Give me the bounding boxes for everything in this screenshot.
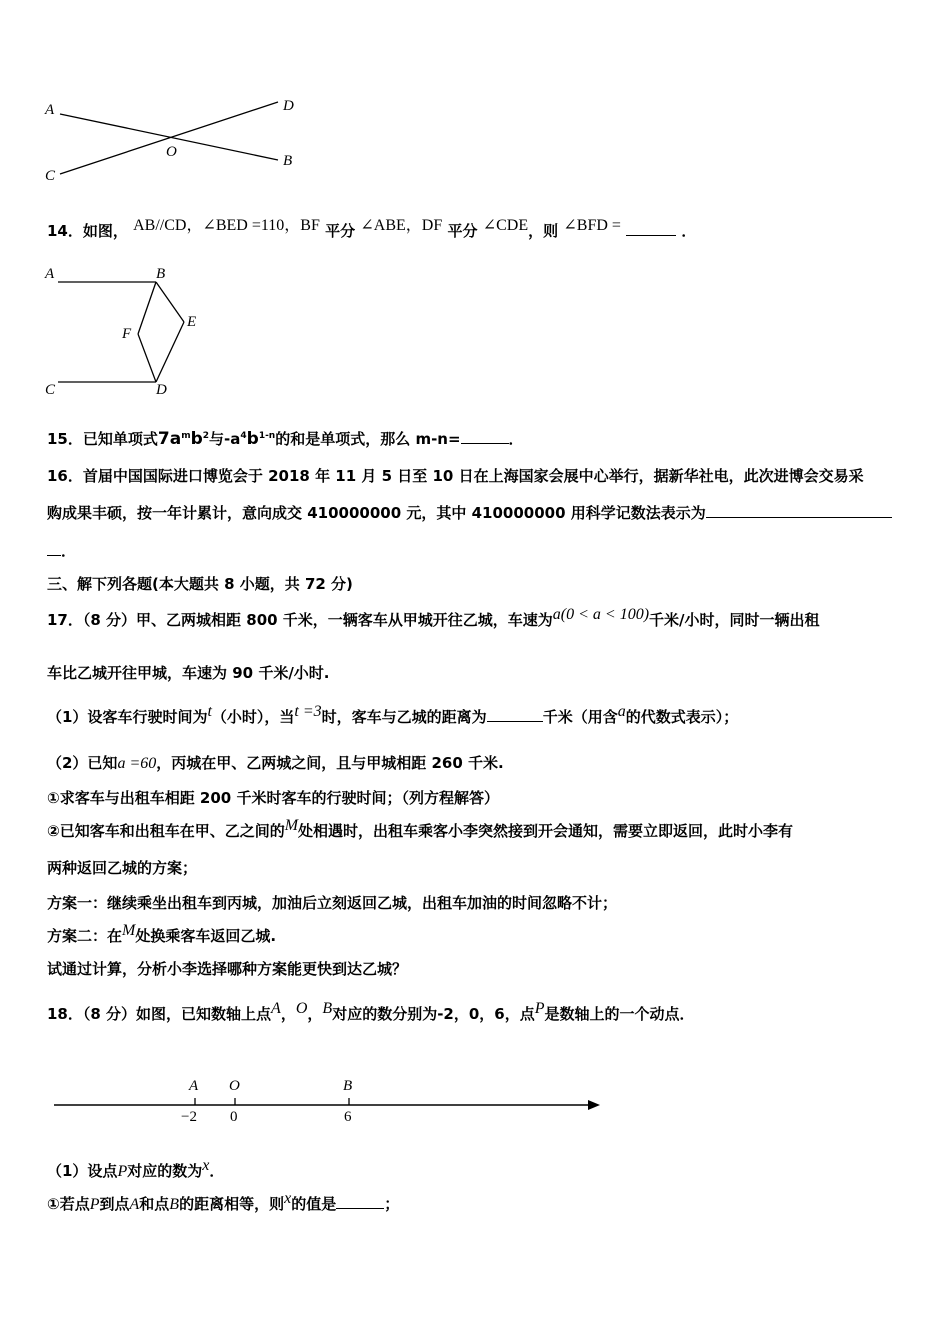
q14-math-1: AB//CD，∠BED =110，BF	[133, 217, 320, 234]
q14-end: ．	[681, 222, 697, 240]
q15-exp-1: m	[181, 431, 191, 441]
question-17-part-1	[47, 703, 739, 727]
q17-p1-a: a	[617, 703, 626, 720]
question-18: 18．（8 分）如图，已知数轴上点A，O，B对应的数分别为-2，0，6，点P是数轴上的一个动点．	[47, 1000, 695, 1023]
q14-math-2: ∠ABE，DF	[360, 217, 443, 234]
label-e-14: E	[187, 314, 197, 330]
question-14	[47, 218, 696, 241]
q18-c1f: ；	[384, 1195, 400, 1213]
q17-p2b: ，丙城在甲、乙两城之间，且与甲城相距 260 千米.	[156, 754, 504, 772]
number-line-arrow	[588, 1100, 600, 1110]
label-b-14: B	[156, 266, 166, 282]
q17-speed-math: a(0 < a < 100)	[552, 606, 650, 623]
label-d: D	[283, 98, 294, 114]
q14-answer-blank[interactable]	[626, 221, 676, 236]
q17-l1b: 千米/小时，同时一辆出租	[649, 611, 820, 629]
q17-p1b: （小时），当	[211, 708, 295, 726]
question-18-sub-1	[47, 1190, 400, 1214]
q15-suffix: 的和是单项式，那么 m-n=	[275, 430, 461, 448]
q18-c1e: 的值是	[291, 1195, 337, 1213]
q17-p1e: 的代数式表示）；	[625, 708, 739, 726]
q17-s2b: 处换乘客车返回乙城.	[135, 927, 277, 945]
label-a-14: A	[45, 266, 55, 282]
q17-s2-m: M	[122, 922, 136, 939]
q18-c1d: 的距离相等，则	[179, 1195, 285, 1213]
axis-label-o: O	[229, 1078, 240, 1094]
axis-number-o: 0	[230, 1109, 238, 1125]
section-3-heading: 三、解下列各题(本大题共 8 小题，共 72 分)	[47, 575, 353, 593]
q18-p1-P: P	[117, 1163, 128, 1180]
segment-be	[156, 282, 184, 322]
q18-c1-B: B	[169, 1196, 180, 1213]
q17-p1-t3: t =3	[294, 703, 322, 720]
q16-end: ．	[61, 542, 77, 560]
question-16-line-2	[47, 502, 892, 523]
q15-monomial-1: 7a	[157, 429, 182, 449]
q17-p1a: （1）设客车行驶时间为	[47, 708, 208, 726]
q18-a: 18．（8 分）如图，已知数轴上点	[47, 1005, 272, 1023]
axis-label-a: A	[189, 1078, 199, 1094]
q17-p2-math: a =60	[117, 755, 157, 772]
question-17-part-2	[47, 752, 504, 773]
q14-text-2: 平分	[447, 222, 478, 240]
figure-number-line	[50, 1068, 610, 1128]
q15-answer-blank[interactable]	[461, 429, 509, 444]
question-16-line-3	[47, 540, 76, 561]
question-15	[47, 428, 524, 449]
q17-p1c: 时，客车与乙城的距离为	[321, 708, 487, 726]
q18-O: O	[295, 1000, 308, 1017]
q14-text-3: ，则	[528, 222, 559, 240]
q18-c1a: ①若点	[47, 1195, 90, 1213]
q15-prefix: 15．已知单项式	[47, 430, 158, 448]
label-a: A	[45, 102, 55, 118]
q15-exp-2: 2	[202, 431, 210, 441]
q18-B: B	[322, 1000, 333, 1017]
q18-b: 对应的数分别为-2，0，6，点	[332, 1005, 535, 1023]
q18-p1a: （1）设点	[47, 1162, 118, 1180]
q18-c1-x: x	[284, 1190, 292, 1207]
q17-c2b: 处相遇时，出租车乘客小李突然接到开会通知，需要立即返回，此时小李有	[298, 822, 794, 840]
q18-p1-x: x	[202, 1157, 210, 1174]
question-17-plan-2	[47, 922, 277, 946]
label-c-14: C	[45, 382, 56, 398]
figure-intersecting-lines	[40, 92, 310, 187]
axis-label-b: B	[343, 1078, 353, 1094]
question-17-ask: 试通过计算，分析小李选择哪种方案能更快到达乙城？	[47, 960, 408, 978]
question-17-plan-1: 方案一：继续乘坐出租车到丙城，加油后立刻返回乙城，出租车加油的时间忽略不计；	[47, 894, 618, 912]
question-17-sub-2-cont: 两种返回乙城的方案；	[47, 859, 198, 877]
q17-p2a: （2）已知	[47, 754, 118, 772]
q18-p1c: ．	[209, 1162, 225, 1180]
q16-answer-blank[interactable]	[706, 503, 892, 518]
label-c: C	[45, 168, 56, 184]
q18-c1-P: P	[89, 1196, 100, 1213]
q18-c1b: 到点	[99, 1195, 130, 1213]
question-18-part-1	[47, 1157, 225, 1181]
q15-exp-4: 1-n	[258, 431, 276, 441]
label-f-14: F	[122, 326, 132, 342]
segment-ed	[156, 322, 184, 382]
q17-c2-m: M	[284, 817, 299, 834]
q17-p1d: 千米（用含	[542, 708, 618, 726]
q18-c1c: 和点	[139, 1195, 170, 1213]
q17-p1-t: t	[207, 703, 212, 720]
q15-end: ．	[508, 430, 524, 448]
q18-answer-blank[interactable]	[336, 1194, 384, 1209]
q15-mid: 与-a	[209, 430, 241, 448]
question-17-sub-2	[47, 817, 794, 841]
q15-exp-3: 4	[240, 431, 247, 441]
q17-c2a: ②已知客车和出租车在甲、乙之间的	[47, 822, 285, 840]
axis-number-b: 6	[344, 1109, 352, 1125]
q17-p1-answer-blank[interactable]	[487, 707, 543, 722]
q14-text-1: 平分	[325, 222, 356, 240]
label-o: O	[166, 144, 177, 160]
q15-monomial-2b: b	[246, 429, 259, 449]
q15-monomial-1b: b	[190, 429, 203, 449]
q16-line-2-text: 购成果丰硕，按一年计累计，意向成交 410000000 元，其中 410000000 用科学记数法表示为	[47, 504, 706, 522]
q18-c: 是数轴上的一个动点．	[544, 1005, 695, 1023]
q18-A: A	[271, 1000, 281, 1017]
q14-math-4: ∠BFD =	[563, 217, 621, 234]
q18-P: P	[534, 1000, 545, 1017]
q16-answer-blank-cont[interactable]	[47, 541, 61, 556]
q18-c1-A: A	[129, 1196, 140, 1213]
question-16-line-1: 16．首届中国国际进口博览会于 2018 年 11 月 5 日至 10 日在上海国家会展中心举行，据新华社电，此次进博会交易采	[47, 467, 864, 485]
q18-p1b: 对应的数为	[127, 1162, 203, 1180]
line-cd	[60, 102, 278, 174]
q17-s2a: 方案二：在	[47, 927, 123, 945]
question-17-line-2: 车比乙城开往甲城，车速为 90 千米/小时.	[47, 664, 330, 682]
question-17-line-1	[47, 606, 820, 630]
axis-number-a: −2	[181, 1109, 197, 1125]
question-17-sub-1: ①求客车与出租车相距 200 千米时客车的行驶时间；（列方程解答）	[47, 789, 499, 807]
segment-bf	[138, 282, 156, 334]
label-b: B	[283, 153, 293, 169]
segment-fd	[138, 334, 156, 382]
q17-l1a: 17．（8 分）甲、乙两城相距 800 千米，一辆客车从甲城开往乙城，车速为	[47, 611, 553, 629]
figure-parallel-lines	[40, 262, 220, 402]
q14-prefix: 14．如图，	[47, 222, 128, 240]
label-d-14: D	[156, 382, 167, 398]
q14-math-3: ∠CDE	[482, 217, 529, 234]
